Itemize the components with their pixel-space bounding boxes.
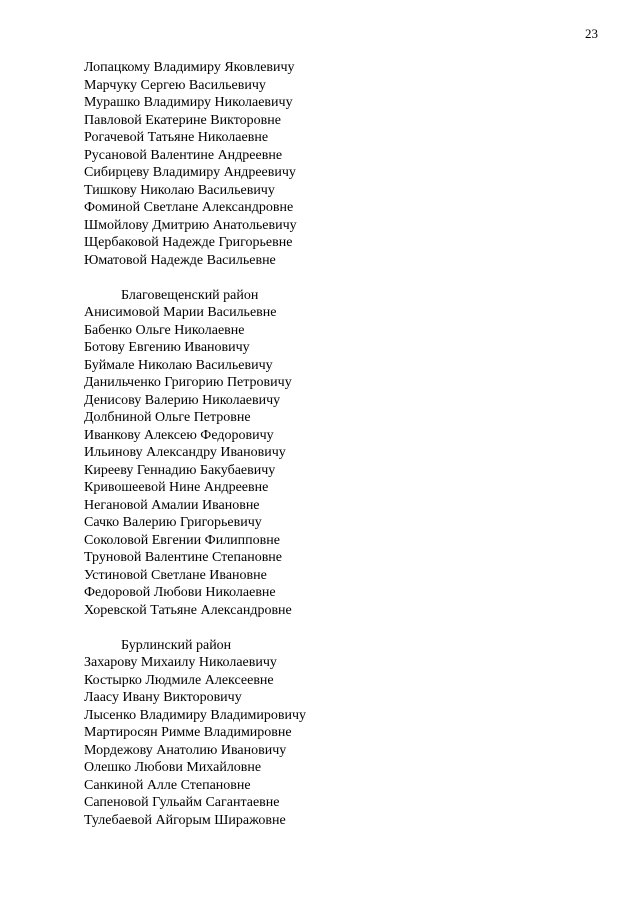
list-item: Иванкову Алексею Федоровичу	[84, 427, 274, 443]
list-item: Олешко Любови Михайловне	[84, 760, 262, 775]
list-item: Захарову Михаилу Николаевичу	[84, 655, 277, 670]
list-item: Мордежову Анатолию Ивановичу	[84, 742, 287, 758]
list-item: Федоровой Любови Николаевне	[84, 585, 276, 600]
list-item: Ботову Евгению Ивановичу	[84, 340, 250, 355]
list-item: Кривошеевой Нине Андреевне	[84, 480, 269, 495]
name-list	[84, 654, 604, 829]
section-blagoveshchensky	[84, 287, 604, 620]
list-item: Негановой Амалии Ивановне	[84, 497, 260, 513]
list-item: Сачко Валерию Григорьевичу	[84, 515, 262, 530]
list-item: Денисову Валерию Николаевичу	[84, 392, 281, 408]
section-title: Благовещенский район	[121, 287, 259, 303]
list-item: Мартиросян Римме Владимировне	[84, 725, 292, 740]
list-item: Шмойлову Дмитрию Анатольевичу	[84, 217, 297, 233]
list-item: Щербаковой Надежде Григорьевне	[84, 235, 293, 250]
list-item: Труновой Валентине Степановне	[84, 550, 283, 565]
list-item: Юматовой Надежде Васильевне	[84, 252, 276, 268]
page-number: 23	[585, 26, 598, 41]
list-item: Марчуку Сергею Васильевичу	[84, 77, 266, 93]
name-list	[84, 304, 604, 619]
list-item: Ильинову Александру Ивановичу	[84, 445, 286, 460]
list-item: Кирееву Геннадию Бакубаевичу	[84, 462, 276, 478]
list-item: Анисимовой Марии Васильевне	[84, 305, 277, 320]
list-item: Бабенко Ольге Николаевне	[84, 322, 245, 338]
list-item: Долбниной Ольге Петровне	[84, 410, 251, 425]
section-continued	[84, 59, 604, 269]
list-item: Хоревской Татьяне Александровне	[84, 602, 292, 618]
list-item: Фоминой Светлане Александровне	[84, 200, 294, 215]
list-item: Устиновой Светлане Ивановне	[84, 567, 267, 583]
document-body	[84, 59, 604, 829]
list-item: Лысенко Владимиру Владимировичу	[84, 707, 307, 723]
list-item: Тишкову Николаю Васильевичу	[84, 182, 275, 198]
section-burlinsky	[84, 637, 604, 830]
list-item: Тулебаевой Айгорым Ширажовне	[84, 812, 286, 828]
list-item: Данильченко Григорию Петровичу	[84, 375, 292, 390]
list-item: Сибирцеву Владимиру Андреевичу	[84, 165, 296, 180]
list-item: Русановой Валентине Андреевне	[84, 147, 283, 163]
name-list	[84, 59, 604, 269]
list-item: Рогачевой Татьяне Николаевне	[84, 130, 269, 145]
list-item: Соколовой Евгении Филипповне	[84, 532, 280, 548]
list-item: Сапеновой Гульайм Сагантаевне	[84, 795, 280, 810]
list-item: Буймале Николаю Васильевичу	[84, 357, 273, 373]
list-item: Лопацкому Владимиру Яковлевичу	[84, 60, 295, 75]
list-item: Костырко Людмиле Алексеевне	[84, 672, 274, 688]
list-item: Санкиной Алле Степановне	[84, 777, 251, 793]
list-item: Павловой Екатерине Викторовне	[84, 112, 281, 128]
section-title: Бурлинский район	[121, 637, 232, 653]
list-item: Мурашко Владимиру Николаевичу	[84, 95, 293, 110]
list-item: Лаасу Ивану Викторовичу	[84, 690, 242, 705]
